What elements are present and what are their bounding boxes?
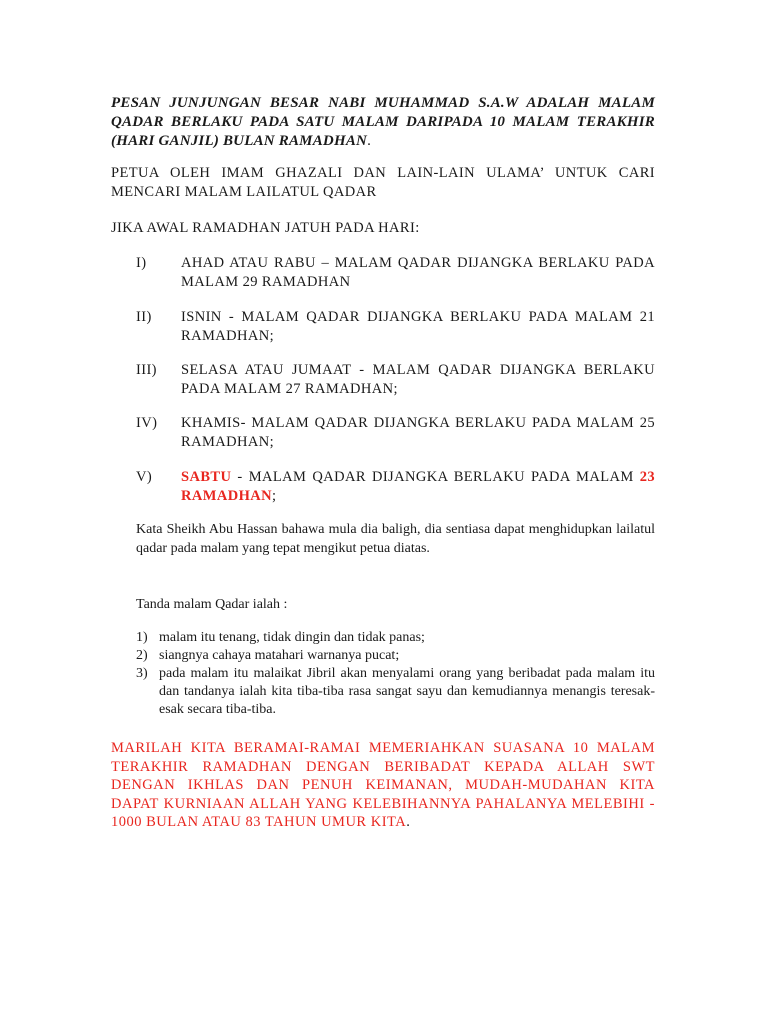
sign-number: 1): [136, 630, 148, 645]
rule-number: III): [136, 362, 157, 378]
highlight-date: 23 RAMADHAN: [181, 469, 655, 504]
sign-number: 3): [136, 666, 148, 681]
sign-text: pada malam itu malaikat Jibril akan menyalami orang yang beribadat pada malam itu dan tandanya ialah kita tiba-tiba rasa sangat sayu dan kemudiannya menangis teresak-esak secara tiba-tiba.: [159, 666, 655, 717]
document-title: [111, 94, 655, 151]
rule-text: AHAD ATAU RABU – MALAM QADAR DIJANGKA BERLAKU PADA MALAM 29 RAMADHAN: [181, 255, 655, 290]
sign-number: 2): [136, 648, 148, 663]
rule-number: I): [136, 255, 147, 271]
lead-line: JIKA AWAL RAMADHAN JATUH PADA HARI:: [111, 220, 420, 236]
closing-text: MARILAH KITA BERAMAI-RAMAI MEMERIAHKAN SUASANA 10 MALAM TERAKHIR RAMADHAN DENGAN BERIBADAT KEPADA ALLAH SWT DENGAN IKHLAS DAN PENUH KEIMANAN, MUDAH-MUDAHAN KITA DAPAT KURNIAAN ALLAH YANG KELEBIHANNYA PAHALANYA MELEBIHI - 1000 BULAN ATAU 83 TAHUN UMUR KITA: [111, 740, 655, 830]
rule-number: V): [136, 469, 153, 485]
rule-number: IV): [136, 415, 158, 431]
title-period: .: [367, 133, 372, 149]
kata-paragraph: Kata Sheikh Abu Hassan bahawa mula dia baligh, dia sentiasa dapat menghidupkan lailatul qadar pada malam yang tepat mengikut petua diatas.: [136, 522, 655, 556]
sign-text: malam itu tenang, tidak dingin dan tidak panas;: [159, 630, 425, 645]
closing-period: .: [406, 814, 411, 830]
title-text: PESAN JUNJUNGAN BESAR NABI MUHAMMAD S.A.W ADALAH MALAM QADAR BERLAKU PADA SATU MALAM DARIPADA 10 MALAM TERAKHIR (HARI GANJIL) BULAN RAMADHAN: [111, 95, 655, 149]
sign-text: siangnya cahaya matahari warnanya pucat;: [159, 648, 400, 663]
signs-heading: Tanda malam Qadar ialah :: [136, 597, 288, 612]
rule-text: SELASA ATAU JUMAAT - MALAM QADAR DIJANGKA BERLAKU PADA MALAM 27 RAMADHAN;: [181, 362, 655, 397]
rule-text: KHAMIS- MALAM QADAR DIJANGKA BERLAKU PADA MALAM 25 RAMADHAN;: [181, 415, 655, 450]
rule-number: II): [136, 309, 152, 325]
closing-paragraph: [111, 739, 655, 832]
intro-paragraph: PETUA OLEH IMAM GHAZALI DAN LAIN-LAIN ULAMA’ UNTUK CARI MENCARI MALAM LAILATUL QADAR: [111, 165, 655, 200]
rule-text: [181, 468, 655, 505]
rule-end: ;: [272, 487, 277, 504]
highlight-day: SABTU: [181, 469, 232, 485]
rule-middle-text: - MALAM QADAR DIJANGKA BERLAKU PADA MALAM: [231, 469, 640, 485]
rule-text: ISNIN - MALAM QADAR DIJANGKA BERLAKU PADA MALAM 21 RAMADHAN;: [181, 309, 655, 344]
